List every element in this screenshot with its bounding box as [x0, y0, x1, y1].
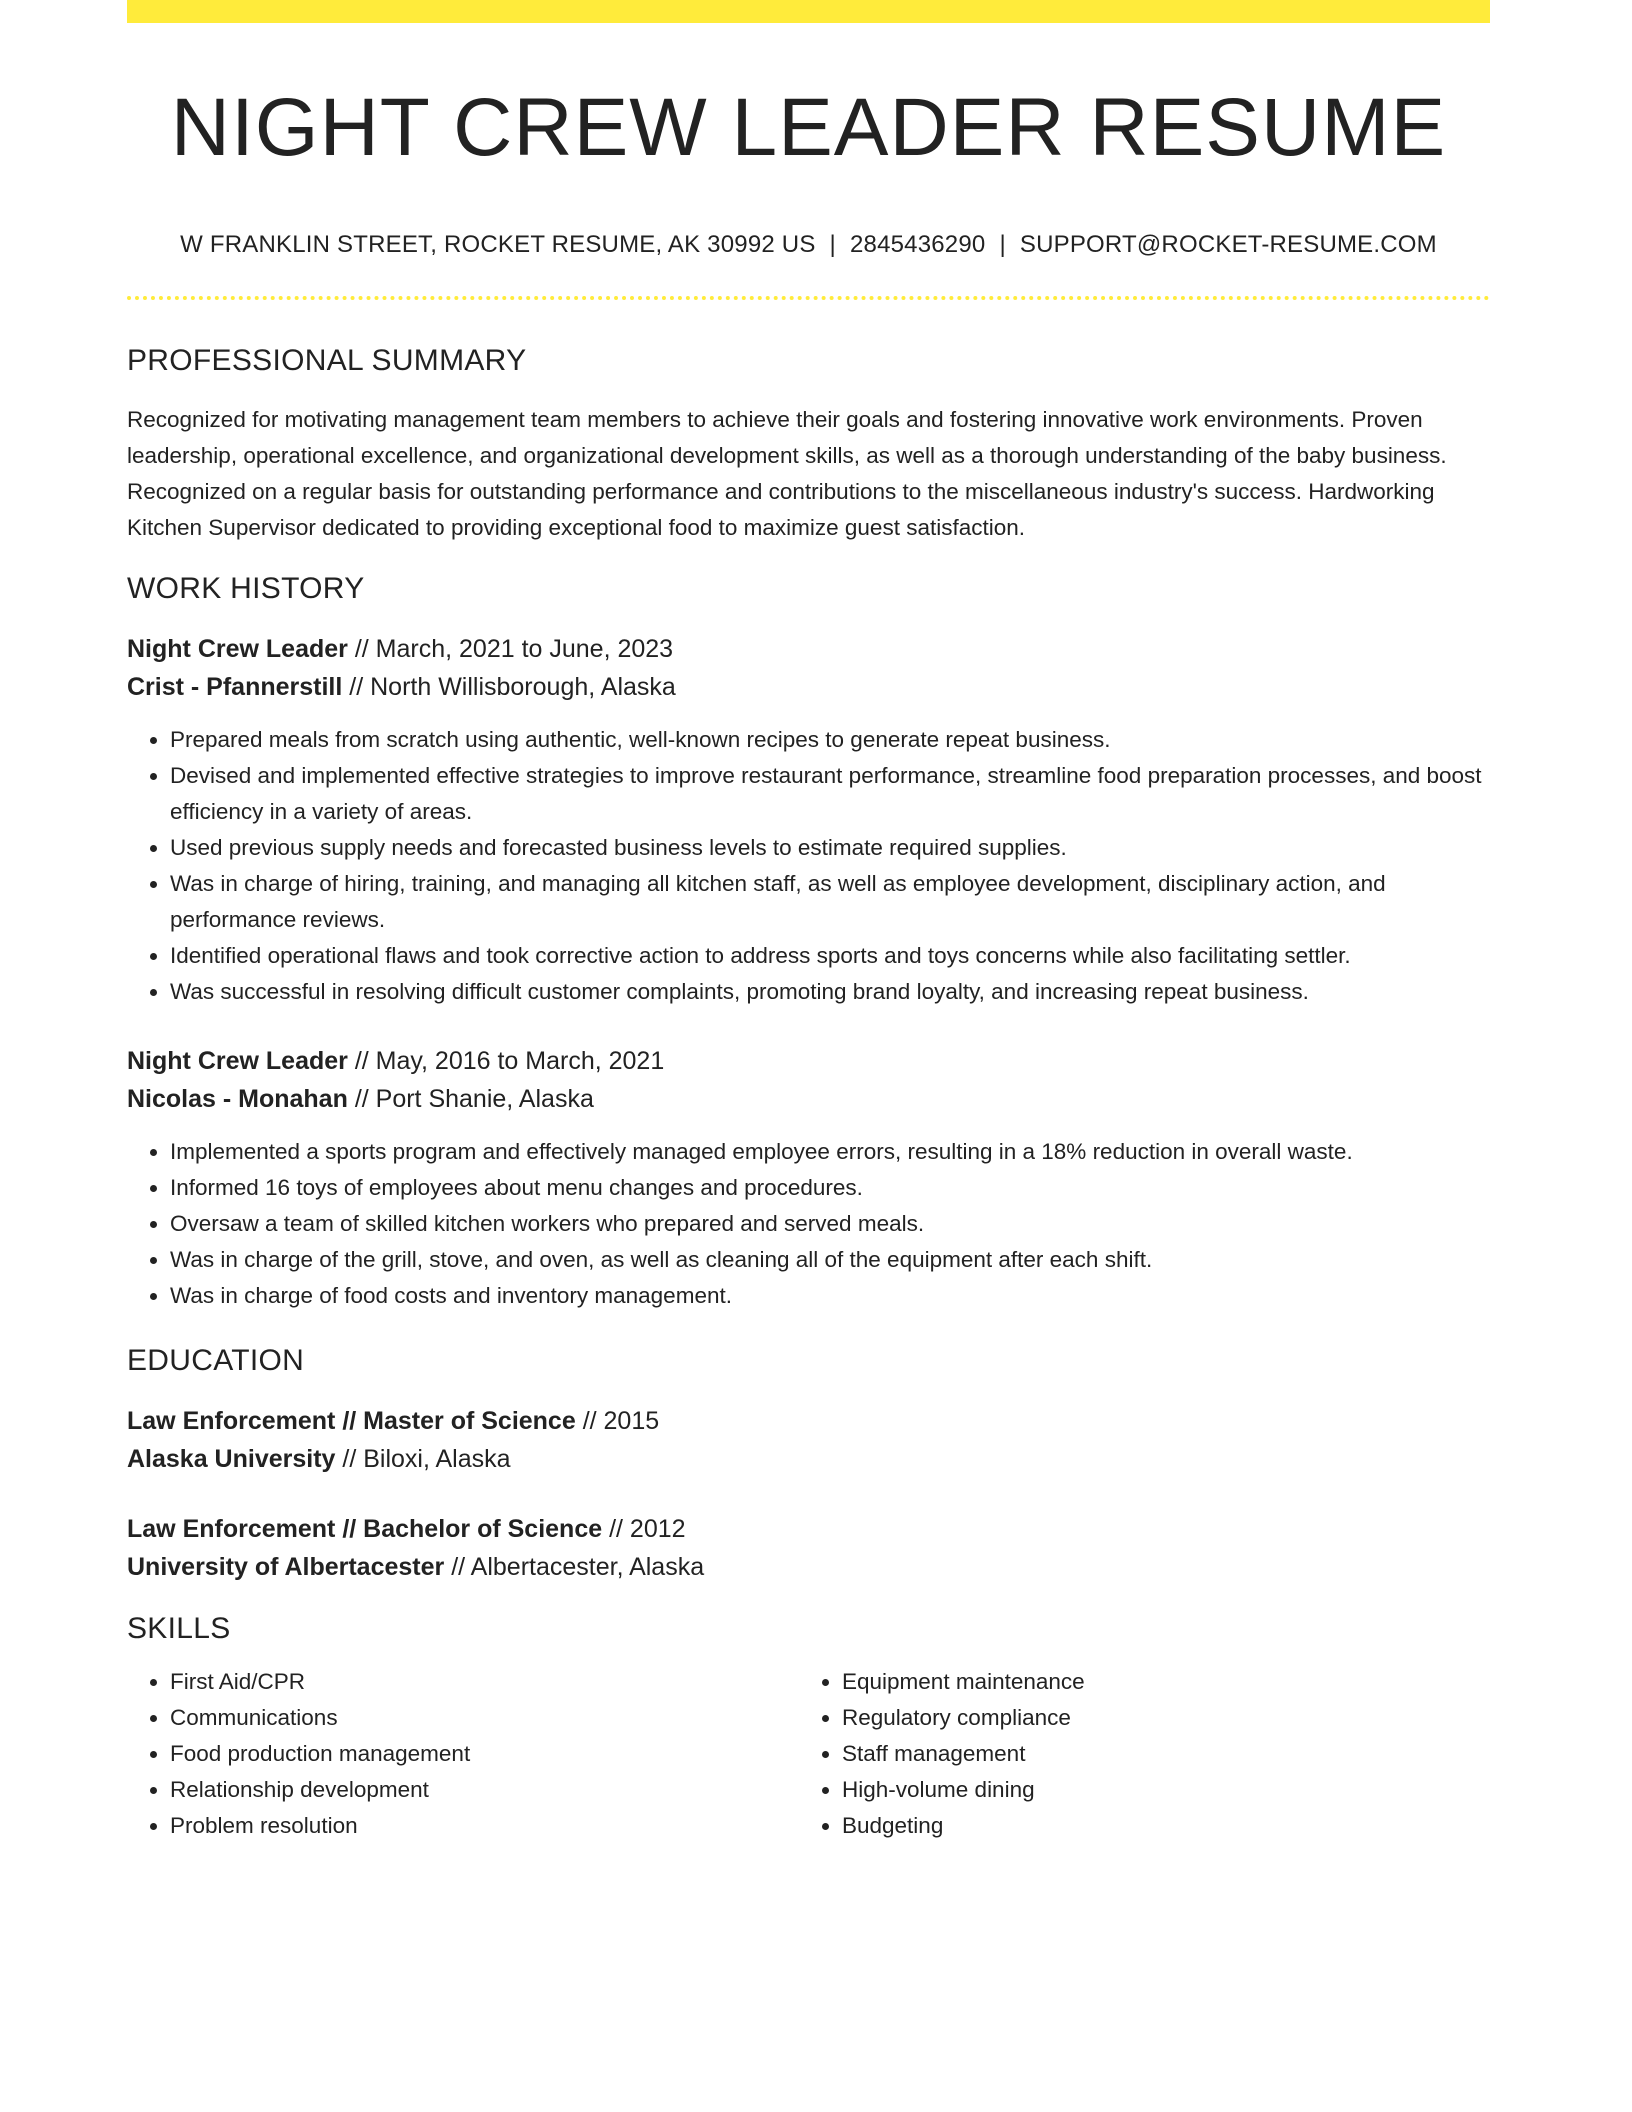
job-location: // Port Shanie, Alaska [347, 1085, 594, 1114]
skills-heading: SKILLS [127, 1612, 231, 1646]
skill-item: • Budgeting [842, 1808, 1471, 1844]
skill-item: • High-volume dining [842, 1772, 1471, 1808]
education-school: University of Albertacester [127, 1553, 445, 1582]
skill-item: • Regulatory compliance [842, 1700, 1471, 1736]
skill-item: • Problem resolution [170, 1808, 799, 1844]
job-bullet: • Implemented a sports program and effectively managed employee errors, resulting in a 18% reduction in overall waste. [170, 1134, 1490, 1170]
skill-item: • Equipment maintenance [842, 1664, 1471, 1700]
contact-line [127, 231, 1490, 259]
job-company: Crist - Pfannerstill [127, 673, 343, 702]
education-year: // 2015 [575, 1407, 660, 1436]
job-company-line [127, 668, 1490, 706]
job-title: Night Crew Leader [127, 635, 348, 664]
job-bullet: • Informed 16 toys of employees about menu changes and procedures. [170, 1170, 1490, 1206]
education-degree: Law Enforcement // Master of Science [127, 1407, 576, 1436]
job-bullet: • Was successful in resolving difficult customer complaints, promoting brand loyalty, and increasing repeat business. [170, 974, 1490, 1010]
skill-item: • Staff management [842, 1736, 1471, 1772]
job-title: Night Crew Leader [127, 1047, 348, 1076]
skill-item: • First Aid/CPR [170, 1664, 799, 1700]
summary-heading: PROFESSIONAL SUMMARY [127, 344, 527, 378]
page-title: NIGHT CREW LEADER RESUME [170, 82, 1447, 173]
job-bullet: • Prepared meals from scratch using authentic, well-known recipes to generate repeat business. [170, 722, 1490, 758]
education-location: // Biloxi, Alaska [335, 1445, 511, 1474]
job-bullet: • Devised and implemented effective strategies to improve restaurant performance, streamline food preparation processes, and boost efficiency in a variety of areas. [170, 758, 1490, 830]
work-history-heading: WORK HISTORY [127, 572, 365, 606]
job-title-line [127, 630, 1490, 668]
skills-list-right [799, 1664, 1471, 1844]
skill-item: • Relationship development [170, 1772, 799, 1808]
education-entry [127, 1402, 1490, 1478]
skill-item: • Communications [170, 1700, 799, 1736]
accent-bar [127, 0, 1490, 23]
skills-columns [127, 1664, 1490, 1844]
skills-list-left [127, 1664, 799, 1844]
job-bullets [127, 722, 1490, 1010]
education-heading: EDUCATION [127, 1344, 305, 1378]
contact-separator: | [999, 231, 1006, 259]
job-dates: // March, 2021 to June, 2023 [347, 635, 674, 664]
education-school-line [127, 1548, 1490, 1586]
job-location: // North Willisborough, Alaska [342, 673, 676, 702]
job-dates: // May, 2016 to March, 2021 [347, 1047, 665, 1076]
job-title-line [127, 1042, 1490, 1080]
education-degree: Law Enforcement // Bachelor of Science [127, 1515, 603, 1544]
education-year: // 2012 [602, 1515, 686, 1544]
job-entry [127, 630, 1490, 1010]
job-bullet: • Used previous supply needs and forecasted business levels to estimate required supplies. [170, 830, 1490, 866]
contact-phone: 2845436290 [849, 231, 986, 259]
job-bullet: • Was in charge of food costs and inventory management. [170, 1278, 1490, 1314]
job-company: Nicolas - Monahan [127, 1085, 348, 1114]
resume-page [127, 0, 1490, 1844]
education-degree-line [127, 1510, 1490, 1548]
education-school: Alaska University [127, 1445, 336, 1474]
summary-text: Recognized for motivating management team members to achieve their goals and fostering innovative work environments. Proven leadership, operational excellence, and organizational development skills, as well as a thorough understanding of the baby business. Recognized on a regular basis for outstanding performance and contributions to the miscellaneous industry's success. Hardworking Kitchen Supervisor dedicated to providing exceptional food to maximize guest satisfaction. [127, 407, 1447, 541]
education-school-line [127, 1440, 1490, 1478]
skill-item: • Food production management [170, 1736, 799, 1772]
education-entry [127, 1510, 1490, 1586]
job-bullet: • Was in charge of the grill, stove, and oven, as well as cleaning all of the equipment after each shift. [170, 1242, 1490, 1278]
job-company-line [127, 1080, 1490, 1118]
job-bullet: • Identified operational flaws and took corrective action to address sports and toys concerns while also facilitating settler. [170, 938, 1490, 974]
job-entry [127, 1042, 1490, 1314]
contact-address: W FRANKLIN STREET, ROCKET RESUME, AK 30992 US [180, 231, 816, 259]
education-location: // Albertacester, Alaska [444, 1553, 705, 1582]
contact-email: SUPPORT@ROCKET-RESUME.COM [1019, 231, 1437, 259]
dotted-divider [127, 296, 1490, 300]
education-degree-line [127, 1402, 1490, 1440]
contact-separator: | [829, 231, 836, 259]
job-bullets [127, 1134, 1490, 1314]
job-bullet: • Was in charge of hiring, training, and managing all kitchen staff, as well as employee development, disciplinary action, and performance reviews. [170, 866, 1490, 938]
job-bullet: • Oversaw a team of skilled kitchen workers who prepared and served meals. [170, 1206, 1490, 1242]
